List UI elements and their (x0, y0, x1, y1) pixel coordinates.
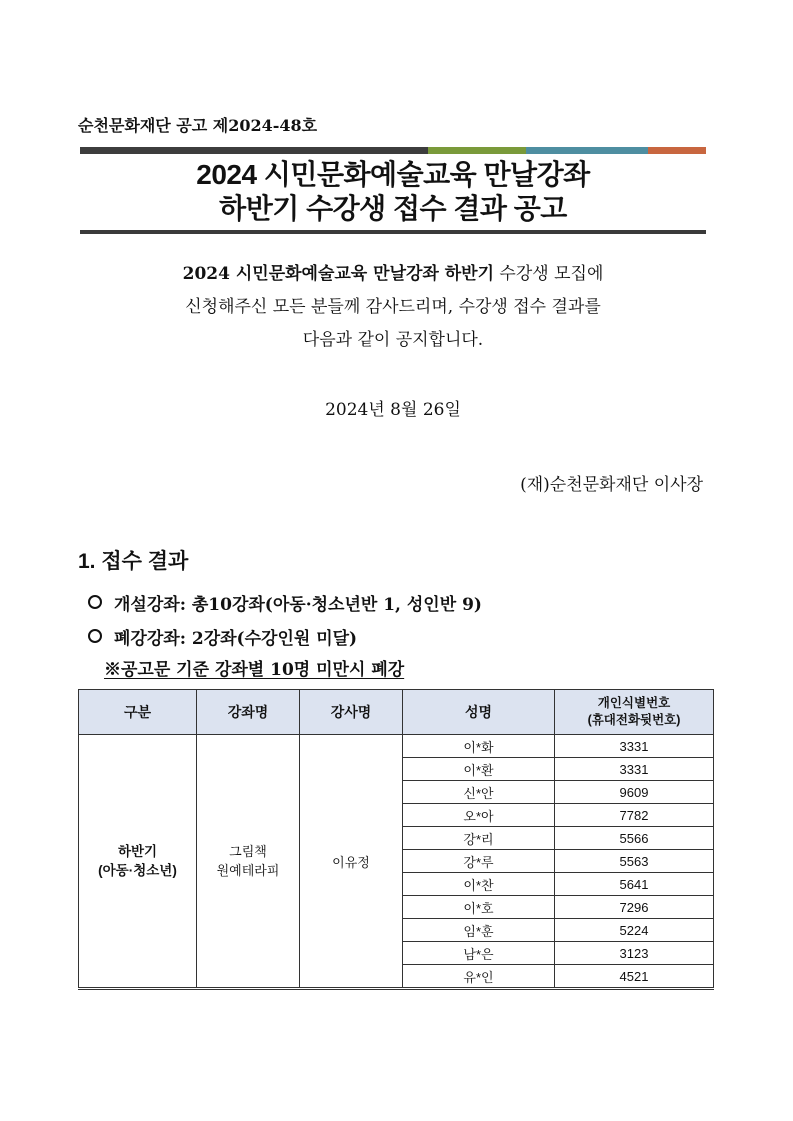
cell-name: 임*훈 (403, 919, 555, 942)
cell-id: 7296 (555, 896, 714, 919)
cell-name: 유*인 (403, 965, 555, 989)
header-bar-segment-2 (428, 147, 526, 154)
category-line-1: 하반기 (117, 844, 158, 859)
cell-id: 5224 (555, 919, 714, 942)
header-name: 성명 (403, 690, 555, 735)
cell-id: 4521 (555, 965, 714, 989)
cell-name: 강*루 (403, 850, 555, 873)
title-line-2: 하반기 수강생 접수 결과 공고 (219, 193, 567, 224)
organization-signature: (재)순천문화재단 이사장 (520, 475, 703, 495)
cell-name: 이*환 (403, 758, 555, 781)
cell-id: 5566 (555, 827, 714, 850)
intro-bold-text: 2024 시민문화예술교육 만날강좌 하반기 (182, 264, 495, 284)
page-title (80, 158, 706, 226)
intro-line-1 (80, 258, 706, 291)
circle-bullet-icon (88, 629, 102, 643)
title-line-1: 2024 시민문화예술교육 만날강좌 (196, 159, 590, 190)
cell-id: 5641 (555, 873, 714, 896)
intro-paragraph (80, 258, 706, 357)
bullet-closed-courses (88, 624, 357, 649)
cell-instructor: 이유정 (300, 735, 403, 989)
circle-bullet-icon (88, 595, 102, 609)
bullet-opened-courses (88, 590, 482, 615)
header-bar-segment-1 (80, 147, 428, 154)
header-id (555, 690, 714, 735)
header-id-line-2: (휴대전화뒷번호) (587, 713, 681, 727)
cell-id: 3123 (555, 942, 714, 965)
cell-name: 신*안 (403, 781, 555, 804)
table-header-row (79, 690, 714, 735)
cell-name: 이*호 (403, 896, 555, 919)
intro-line-3: 다음과 같이 공지합니다. (302, 330, 484, 350)
category-line-2: (아동·청소년) (98, 863, 177, 878)
header-bar-segment-4 (648, 147, 706, 154)
header-bar-segment-3 (526, 147, 648, 154)
cell-category (79, 735, 197, 989)
result-table (78, 689, 714, 990)
cell-id: 9609 (555, 781, 714, 804)
course-line-2: 원예테라피 (216, 863, 280, 878)
bullet-opened-text: 개설강좌: 총10강좌(아동·청소년반 1, 성인반 9) (114, 595, 482, 615)
header-course: 강좌명 (197, 690, 300, 735)
closure-note: ※공고문 기준 강좌별 10명 미만시 폐강 (104, 660, 405, 680)
header-id-line-1: 개인식별번호 (597, 696, 671, 710)
title-divider (80, 230, 706, 234)
cell-id: 5563 (555, 850, 714, 873)
section-title: 1. 접수 결과 (78, 550, 189, 573)
cell-id: 3331 (555, 735, 714, 758)
bullet-closed-text: 폐강강좌: 2강좌(수강인원 미달) (114, 629, 358, 649)
course-line-1: 그림책 (229, 844, 267, 859)
header-instructor: 강사명 (300, 690, 403, 735)
cell-id: 7782 (555, 804, 714, 827)
notice-number: 순천문화재단 공고 제2024-48호 (78, 116, 318, 135)
cell-id: 3331 (555, 758, 714, 781)
cell-name: 오*아 (403, 804, 555, 827)
header-category: 구분 (79, 690, 197, 735)
intro-line-1-rest: 수강생 모집에 (494, 264, 604, 284)
cell-name: 남*은 (403, 942, 555, 965)
cell-name: 이*찬 (403, 873, 555, 896)
cell-name: 강*리 (403, 827, 555, 850)
table-row (79, 735, 714, 758)
intro-line-2: 신청해주신 모든 분들께 감사드리며, 수강생 접수 결과를 (185, 297, 601, 317)
cell-course (197, 735, 300, 989)
cell-name: 이*화 (403, 735, 555, 758)
notice-date: 2024년 8월 26일 (325, 400, 461, 420)
